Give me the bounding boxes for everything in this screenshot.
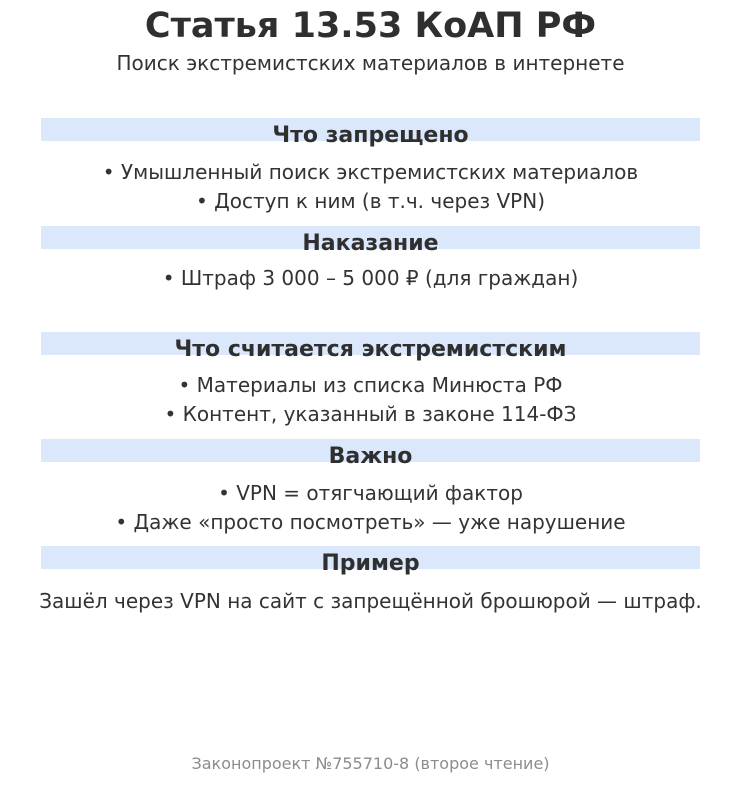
- page-title: Статья 13.53 КоАП РФ: [144, 6, 597, 46]
- list-item: • Контент, указанный в законе 114-ФЗ: [164, 402, 577, 426]
- example-text: Зашёл через VPN на сайт с запрещённой брошюрой — штраф.: [39, 589, 702, 613]
- list-item: • Даже «просто посмотреть» — уже нарушение: [115, 510, 626, 534]
- page-subtitle: Поиск экстремистских материалов в интернете: [116, 51, 625, 75]
- list-item: • Умышленный поиск экстремистских материалов: [102, 160, 639, 184]
- section-heading-example: Пример: [321, 551, 420, 576]
- list-item: • Штраф 3 000 – 5 000 ₽ (для граждан): [162, 266, 579, 290]
- section-heading-prohibited: Что запрещено: [272, 123, 469, 148]
- list-item: • VPN = отягчающий фактор: [218, 481, 523, 505]
- footer-note: Законопроект №755710-8 (второе чтение): [191, 754, 550, 773]
- list-item: • Доступ к ним (в т.ч. через VPN): [196, 189, 545, 213]
- list-item: • Материалы из списка Минюста РФ: [178, 373, 563, 397]
- section-heading-extremist-definition: Что считается экстремистским: [174, 337, 567, 362]
- section-heading-important: Важно: [328, 444, 413, 469]
- section-heading-penalty: Наказание: [302, 231, 439, 256]
